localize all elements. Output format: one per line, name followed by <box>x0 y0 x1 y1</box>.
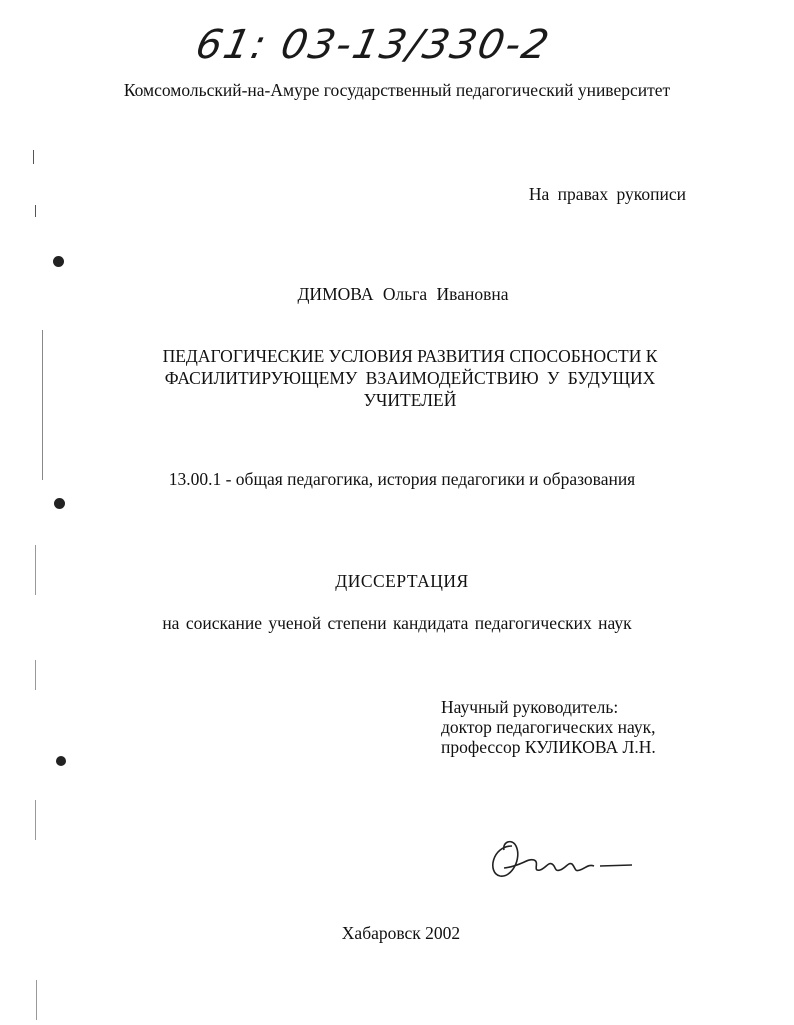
scan-artifact-line <box>35 800 36 840</box>
scan-hole-mark <box>56 756 66 766</box>
signature-icon <box>482 828 642 888</box>
author-name: ДИМОВА Ольга Ивановна <box>297 284 509 304</box>
scan-artifact-line <box>42 330 43 480</box>
degree-sought: на соискание ученой степени кандидата педагогических наук <box>162 613 632 633</box>
city-year: Хабаровск 2002 <box>341 923 461 943</box>
scan-hole-mark <box>53 256 64 267</box>
scan-artifact-line <box>36 980 37 1020</box>
archive-number-handwritten: 61: 03-13/330-2 <box>191 22 555 68</box>
dissertation-title <box>120 345 700 411</box>
supervisor-block <box>441 697 656 757</box>
supervisor-heading: Научный руководитель: <box>441 697 619 717</box>
scan-artifact-line <box>35 205 36 217</box>
document-type: ДИССЕРТАЦИЯ <box>335 571 469 591</box>
scan-artifact-line <box>33 150 34 164</box>
title-line: ФАСИЛИТИРУЮЩЕМУ ВЗАИМОДЕЙСТВИЮ У БУДУЩИХ <box>164 368 656 388</box>
university-name: Комсомольский-на-Амуре государственный педагогический университет <box>123 80 671 100</box>
supervisor-degree: доктор педагогических наук, <box>441 717 656 737</box>
title-line: ПЕДАГОГИЧЕСКИЕ УСЛОВИЯ РАЗВИТИЯ СПОСОБНОСТИ К <box>162 346 658 366</box>
specialty-code: 13.00.1 - общая педагогика, история педагогики и образования <box>168 469 636 489</box>
scan-hole-mark <box>54 498 65 509</box>
supervisor-name: профессор КУЛИКОВА Л.Н. <box>441 737 656 757</box>
title-line: УЧИТЕЛЕЙ <box>363 390 457 410</box>
scan-artifact-line <box>35 660 36 690</box>
manuscript-rights-note: На правах рукописи <box>528 184 686 204</box>
